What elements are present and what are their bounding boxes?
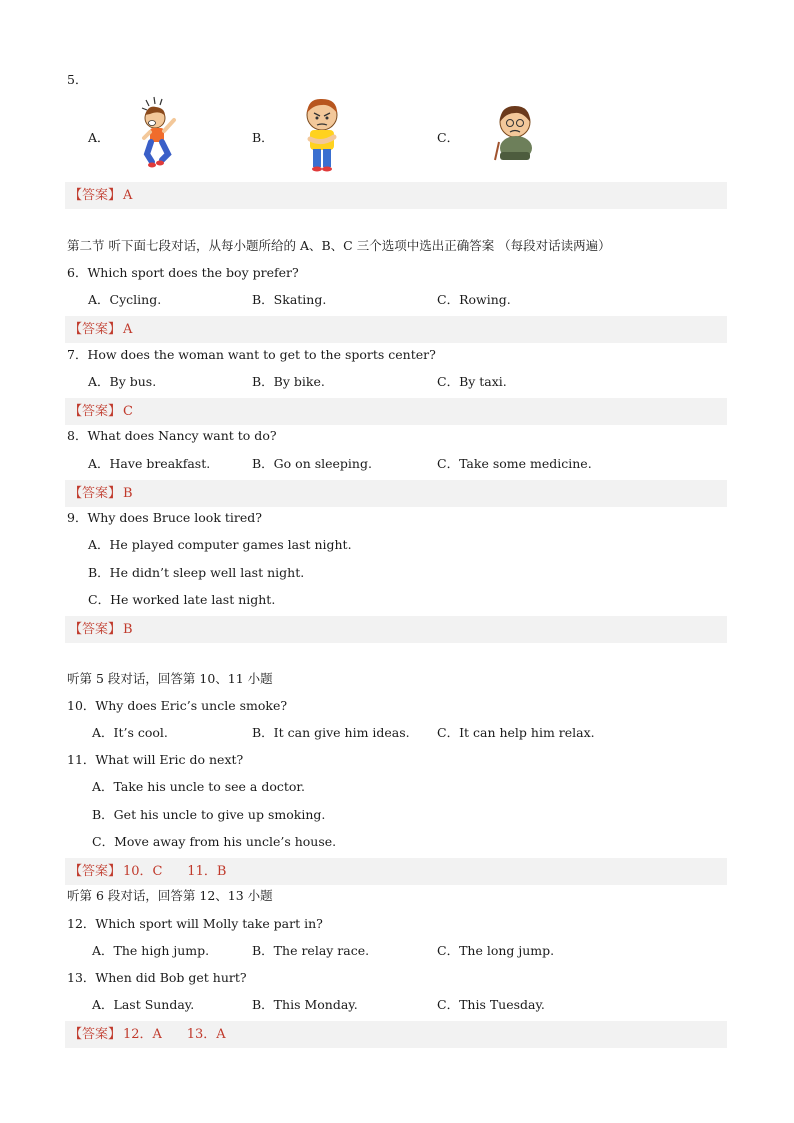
answer-tag: 【答案】 — [69, 622, 122, 637]
q8-option-a: A．Have breakfast. — [88, 456, 211, 471]
q12-option-a: A．The high jump. — [92, 943, 210, 958]
q5-answer-bar — [65, 182, 727, 209]
boy-arms-crossed-angry-icon — [298, 95, 346, 175]
q5-option-a-label: A． — [88, 130, 110, 145]
q9-option-c: C．He worked late last night. — [88, 592, 276, 607]
answer-tag: 【答案】 — [69, 322, 122, 337]
q8-answer-bar — [65, 480, 727, 507]
q6-answer-bar — [65, 316, 727, 343]
q11-option-c: C．Move away from his uncle’s house. — [92, 834, 337, 849]
answer-tag: 【答案】 — [69, 1027, 122, 1042]
q8-option-b: B．Go on sleeping. — [252, 456, 372, 471]
q9-option-a: A．He played computer games last night. — [88, 537, 352, 552]
q11-option-a: A．Take his uncle to see a doctor. — [92, 779, 305, 794]
q7-answer-bar — [65, 398, 727, 425]
boy-sitting-sad-icon — [490, 102, 536, 164]
q8-question: 8．What does Nancy want to do? — [67, 428, 277, 443]
q10-q11-answer-bar — [65, 858, 727, 885]
answer-tag: 【答案】 — [69, 404, 122, 419]
q5-option-b-label: B． — [252, 130, 274, 145]
q11-option-b: B．Get his uncle to give up smoking. — [92, 807, 326, 822]
answer-tag: 【答案】 — [69, 864, 122, 879]
q12-question: 12．Which sport will Molly take part in? — [67, 916, 323, 931]
q5-number: 5． — [67, 72, 88, 87]
q7-question: 7．How does the woman want to get to the sports center? — [67, 347, 436, 362]
q5-answer: A — [123, 188, 133, 203]
q13-question: 13．When did Bob get hurt? — [67, 970, 247, 985]
q8-option-c: C．Take some medicine. — [437, 456, 592, 471]
q6-option-c: C．Rowing. — [437, 292, 511, 307]
q6-option-a: A．Cycling. — [88, 292, 162, 307]
q7-option-b: B．By bike. — [252, 374, 325, 389]
q13-option-a: A．Last Sunday. — [92, 997, 195, 1012]
section2-heading: 第二节 听下面七段对话，从每小题所给的 A、B、C 三个选项中选出正确答案 （每段对话读两遍） — [67, 238, 611, 253]
dialog5-heading: 听第 5 段对话，回答第 10、11 小题 — [67, 671, 273, 686]
q6-option-b: B．Skating. — [252, 292, 327, 307]
q5-option-c-label: C． — [437, 130, 460, 145]
q7-option-c: C．By taxi. — [437, 374, 507, 389]
q12-option-c: C．The long jump. — [437, 943, 555, 958]
answer-tag: 【答案】 — [69, 188, 122, 203]
q7-option-a: A．By bus. — [88, 374, 157, 389]
dialog6-heading: 听第 6 段对话，回答第 12、13 小题 — [67, 888, 273, 903]
q10-option-a: A．It’s cool. — [92, 725, 168, 740]
q12-option-b: B．The relay race. — [252, 943, 370, 958]
q13-option-b: B．This Monday. — [252, 997, 358, 1012]
q12-q13-answer: 12．A 13．A — [123, 1027, 226, 1042]
q10-option-b: B．It can give him ideas. — [252, 725, 410, 740]
q10-question: 10．Why does Eric’s uncle smoke? — [67, 698, 288, 713]
q9-question: 9．Why does Bruce look tired? — [67, 510, 262, 525]
q9-option-b: B．He didn’t sleep well last night. — [88, 565, 305, 580]
q7-answer: C — [123, 404, 133, 419]
q8-answer: B — [123, 486, 133, 501]
q6-answer: A — [123, 322, 133, 337]
boy-jumping-excited-icon — [138, 96, 184, 172]
q9-answer-bar — [65, 616, 727, 643]
q9-answer: B — [123, 622, 133, 637]
q10-option-c: C．It can help him relax. — [437, 725, 595, 740]
q11-question: 11．What will Eric do next? — [67, 752, 244, 767]
q12-q13-answer-bar — [65, 1021, 727, 1048]
q13-option-c: C．This Tuesday. — [437, 997, 545, 1012]
q10-q11-answer: 10．C 11．B — [123, 864, 227, 879]
q6-question: 6．Which sport does the boy prefer? — [67, 265, 299, 280]
answer-tag: 【答案】 — [69, 486, 122, 501]
